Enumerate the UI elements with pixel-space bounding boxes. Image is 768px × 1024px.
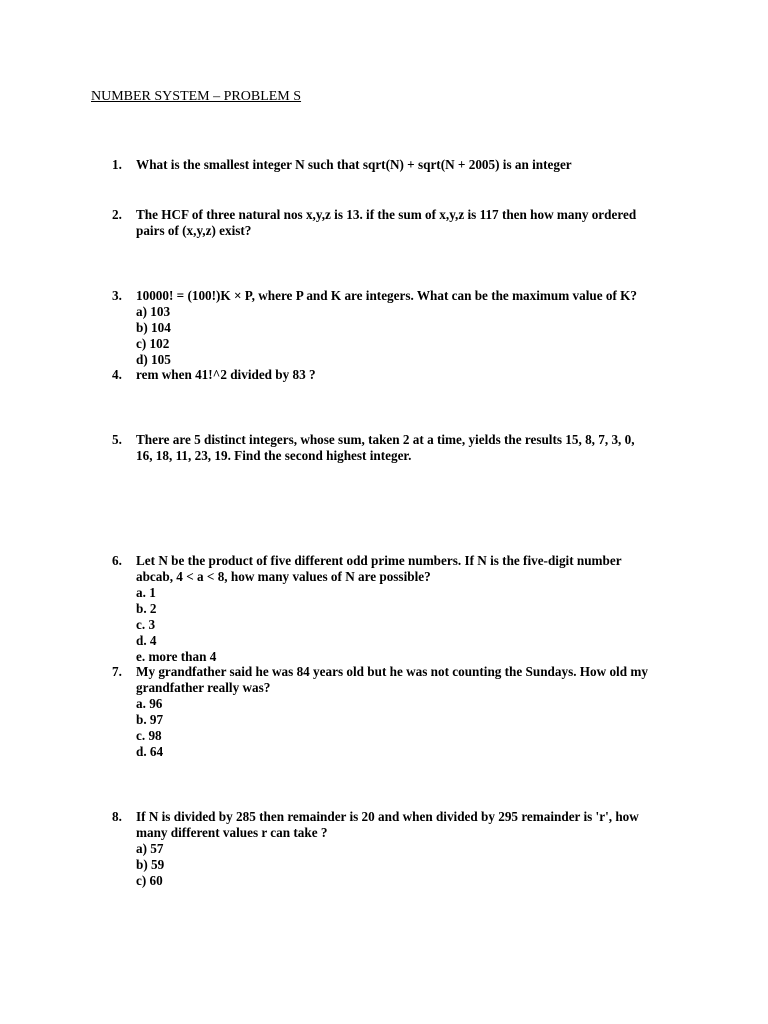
question-number: 3.	[112, 288, 122, 303]
question-number: 7.	[112, 664, 122, 679]
question-7	[112, 664, 692, 760]
page-title: NUMBER SYSTEM – PROBLEM S	[91, 89, 302, 104]
answer-option: b) 104	[136, 320, 171, 335]
answer-option: a. 1	[136, 585, 156, 600]
question-text-line: Let N be the product of five different odd prime numbers. If N is the five-digit number	[136, 553, 622, 568]
answer-option: c) 102	[136, 336, 170, 351]
question-text-line: many different values r can take ?	[136, 825, 328, 840]
question-2	[112, 207, 692, 239]
question-text-line: What is the smallest integer N such that sqrt(N) + sqrt(N + 2005) is an integer	[136, 157, 572, 172]
question-number: 4.	[112, 367, 122, 382]
question-number: 1.	[112, 157, 122, 172]
answer-option: b. 97	[136, 712, 164, 727]
question-number: 6.	[112, 553, 122, 568]
question-text-line: rem when 41!^2 divided by 83 ?	[136, 367, 316, 382]
question-text-line: The HCF of three natural nos x,y,z is 13. if the sum of x,y,z is 117 then how many ordered	[136, 207, 637, 222]
question-8	[112, 809, 692, 889]
question-text-line: abcab, 4 < a < 8, how many values of N are possible?	[136, 569, 431, 584]
question-1	[112, 157, 692, 173]
answer-option: c) 60	[136, 873, 163, 888]
answer-option: d. 64	[136, 744, 164, 759]
question-4	[112, 367, 692, 383]
question-text-line: There are 5 distinct integers, whose sum, taken 2 at a time, yields the results 15, 8, 7, 3, 0,	[136, 432, 635, 447]
question-text-line: My grandfather said he was 84 years old but he was not counting the Sundays. How old my	[136, 664, 648, 679]
question-text-line: pairs of (x,y,z) exist?	[136, 223, 252, 238]
question-text-line: 10000! = (100!)K × P, where P and K are integers. What can be the maximum value of K?	[136, 288, 637, 303]
question-6	[112, 553, 692, 665]
answer-option: d) 105	[136, 352, 171, 367]
question-number: 2.	[112, 207, 122, 222]
answer-option: c. 98	[136, 728, 162, 743]
question-3	[112, 288, 692, 368]
answer-option: a. 96	[136, 696, 163, 711]
answer-option: b) 59	[136, 857, 165, 872]
answer-option: c. 3	[136, 617, 156, 632]
question-text-line: 16, 18, 11, 23, 19. Find the second highest integer.	[136, 448, 412, 463]
answer-option: d. 4	[136, 633, 157, 648]
question-number: 5.	[112, 432, 122, 447]
question-number: 8.	[112, 809, 122, 824]
answer-option: e. more than 4	[136, 649, 217, 664]
answer-option: b. 2	[136, 601, 157, 616]
answer-option: a) 103	[136, 304, 171, 319]
question-text-line: grandfather really was?	[136, 680, 271, 695]
question-5	[112, 432, 692, 464]
question-text-line: If N is divided by 285 then remainder is 20 and when divided by 295 remainder is 'r', how	[136, 809, 639, 824]
answer-option: a) 57	[136, 841, 164, 856]
